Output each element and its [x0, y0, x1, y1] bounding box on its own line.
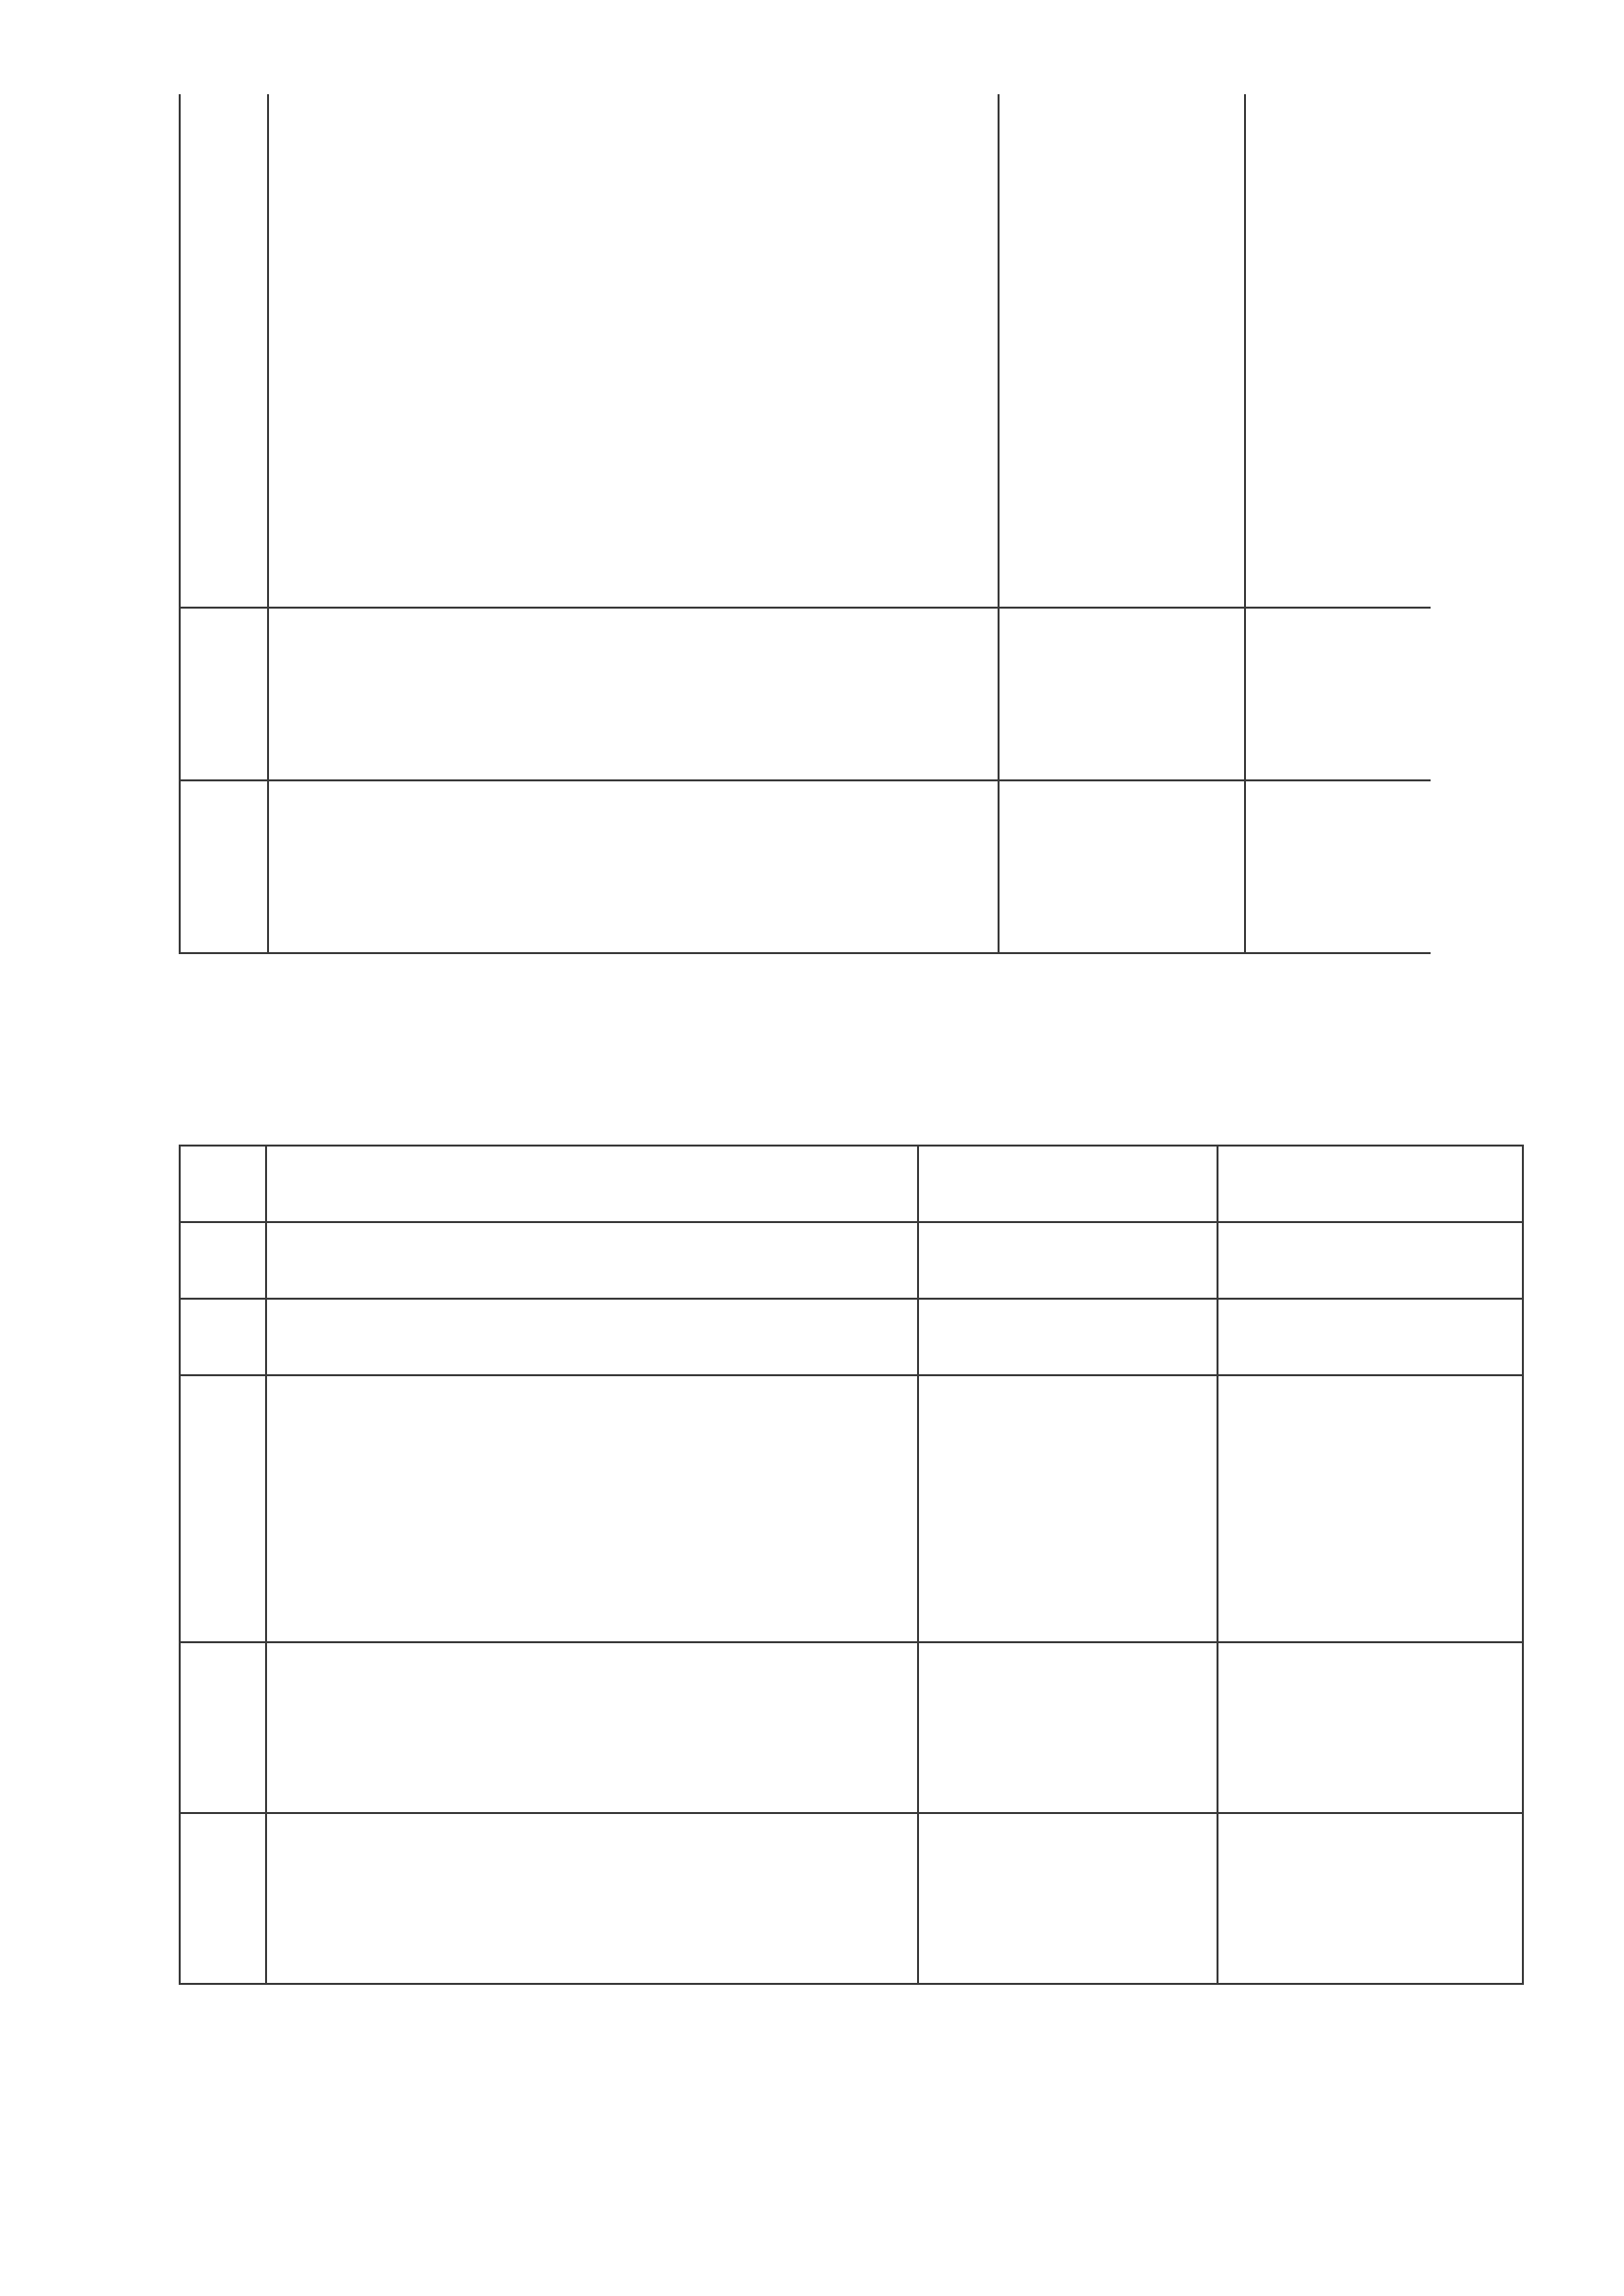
table-row [180, 1375, 1523, 1642]
row-term [918, 1642, 1218, 1813]
row-term [918, 1375, 1218, 1642]
row-content [266, 1299, 918, 1375]
table-row [180, 94, 1431, 608]
row-content [268, 608, 999, 780]
row-number [180, 1299, 266, 1375]
row-content [266, 1642, 918, 1813]
row-responsible [1218, 1813, 1523, 1984]
row-content [268, 780, 999, 953]
row-term [918, 1299, 1218, 1375]
row-term [999, 608, 1245, 780]
header-term [918, 1146, 1218, 1222]
table-row [180, 608, 1431, 780]
row-number [180, 608, 268, 780]
header-number [180, 1146, 266, 1222]
header-content [266, 1146, 918, 1222]
plan-table [179, 1145, 1524, 1985]
row-content [266, 1375, 918, 1642]
row-responsible [1245, 608, 1431, 780]
table-row [180, 1642, 1523, 1813]
row-responsible [1218, 1299, 1523, 1375]
table-row [180, 1299, 1523, 1375]
table-row [180, 1813, 1523, 1984]
continuation-table [179, 94, 1431, 954]
table-row [180, 1222, 1523, 1299]
row-term [999, 94, 1245, 608]
row-content [266, 1813, 918, 1984]
row-responsible [1245, 94, 1431, 608]
row-number [180, 94, 268, 608]
table-header-row [180, 1146, 1523, 1222]
continuation-table-clip [179, 94, 1431, 956]
header-responsible [1218, 1146, 1523, 1222]
row-responsible [1218, 1375, 1523, 1642]
row-number [180, 1642, 266, 1813]
row-number [180, 1222, 266, 1299]
row-term [918, 1813, 1218, 1984]
row-number [180, 780, 268, 953]
row-number [180, 1813, 266, 1984]
row-term [999, 780, 1245, 953]
row-responsible [1218, 1642, 1523, 1813]
row-content [268, 94, 999, 608]
row-responsible [1245, 780, 1431, 953]
row-number [180, 1375, 266, 1642]
row-term [918, 1222, 1218, 1299]
table-row [180, 780, 1431, 953]
row-content [266, 1222, 918, 1299]
row-responsible [1218, 1222, 1523, 1299]
